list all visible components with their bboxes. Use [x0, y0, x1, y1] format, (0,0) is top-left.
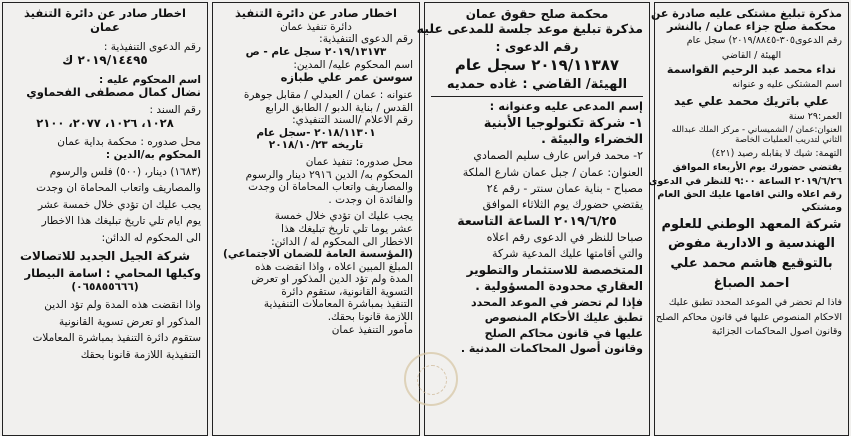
complainant-name-1: شركة المعهد الوطني للعلوم	[661, 216, 842, 232]
defendant-1: ١- شركة تكنولوجيا الأبنية	[483, 115, 643, 131]
closing-3: ستقوم دائرة التنفيذ بمباشرة المعاملات	[32, 332, 201, 345]
payment-deadline-2: يوم ايام تلي تاريخ تبليغك هذا الاخطار	[41, 215, 201, 228]
defendant-label: اسم المشتكى عليه و عنوانه	[732, 79, 842, 91]
creditor-name: (المؤسسة العامة للضمان الاجتماعي)	[223, 248, 413, 261]
judge-name: نداء محمد عبد الرحيم القواسمة	[666, 63, 837, 77]
defendant-address-2: مصباح - بناية عمان سنتر - رقم ٢٤	[486, 181, 643, 195]
closing-5: اللازمة قانونا بحقك.	[327, 311, 413, 324]
hearing-plaintiff-cont: ومشتكي	[801, 202, 842, 214]
defendant-1-cont: الخضراء والبيئة .	[541, 131, 643, 147]
court-name: محكمة صلح جزاء عمان / بالنشر	[667, 20, 836, 34]
notice-subtitle: دائرة تنفيذ عمان	[280, 20, 352, 33]
case-number: رقم الدعوى٣٠٥-٢٠١٩/٨٨٤٥) سجل عام	[686, 35, 842, 47]
defendant-label: اسم المحكوم عليه/ المدين:	[293, 58, 413, 71]
payment-deadline-2: عشر يوما تلي تاريخ تبليغك هذا	[281, 222, 413, 235]
issuer: محل صدوره : محكمة بداية عمان	[57, 136, 201, 149]
defendant-address-1: العنوان: عمان / جبل عمان شارع الملكة	[462, 165, 643, 179]
lawyer-phone: (٠٦٥٨٥٥٦٦٦)	[71, 280, 139, 293]
defendant-label: إسم المدعى عليه وعنوانه :	[489, 98, 643, 113]
debt-label: المحكوم به/الدين :	[105, 148, 201, 161]
closing-4: وقانون أصول المحاكمات المدنية .	[460, 341, 643, 355]
debt-interest: والفائدة ان وجدت .	[328, 193, 413, 206]
notice-execution-amman-1	[2, 2, 208, 436]
case-number-label: رقم الدعوى التنفيذية :	[103, 40, 201, 53]
defendant-address-1: العنوان:عمان / الشميساني - مركز الملك عبدالله	[671, 124, 842, 135]
payment-deadline-1: يجب عليك ان تؤدي خلال خمسة عشر	[37, 198, 201, 211]
issuer: محل صدوره: تنفيذ عمان	[305, 155, 413, 168]
creditor-label: الى المحكوم له الدائن:	[101, 231, 201, 244]
bond-label: رقم الاعلام /السند التنفيذي:	[292, 114, 413, 127]
debt-amount: المحكوم به/ الدين ٢٩١٦ دينار والرسوم	[245, 168, 413, 181]
defendant-2: ٢- محمد فراس عارف سليم الصمادي	[473, 149, 643, 163]
hearing-day: يقتضي حضورك يوم الأربعاء الموافق	[672, 162, 842, 174]
defendant-age: العمر:٢٩ سنة	[788, 111, 842, 123]
notice-title: اخطار صادر عن دائرة التنفيذ	[24, 6, 186, 20]
defendant-label: اسم المحكوم عليه :	[99, 73, 201, 86]
divider	[431, 96, 643, 97]
closing-4: التنفيذية اللازمة قانونا بحقك	[80, 349, 201, 362]
payment-deadline-1: يجب عليك ان تؤدي خلال خمسة	[274, 210, 413, 223]
closing-1: فإذا لم تحضر في الموعد المحدد	[471, 296, 643, 310]
defendant-address-1: عنوانه : عمان / العبدلي / مقابل جوهرة	[243, 88, 413, 101]
closing-2: المذكور او تعرض تسوية القانونية	[59, 315, 201, 328]
defendant-address-2: القدس / بناية الدبو / الطابق الرابع	[265, 101, 413, 114]
notice-criminal-court-summons	[648, 2, 849, 436]
closing-2: المدة ولم تؤد الدين المذكور او تعرض	[251, 273, 413, 286]
debt-fees: والمصاريف واتعاب المحاماة ان وجدت	[248, 181, 413, 194]
defendant-name: سوسن عمر علي طبازه	[280, 70, 413, 85]
hearing-date: ٢٠١٩/٦/٢٥ الساعة التاسعة	[457, 213, 617, 229]
creditor-name: شركة الجيل الجديد للاتصالات	[19, 248, 190, 263]
complainant-name-4: احمد الصباغ	[713, 275, 790, 291]
case-number-label: رقم الدعوى التنفيذية:	[319, 33, 413, 46]
bond-numbers: ١٠٢٨، ١٠٢٦، ٢٠٧٧، ٢١٠٠	[36, 115, 174, 130]
closing-2: الاحكام المنصوص عليها في قانون محاكم الصلح	[656, 311, 842, 323]
defendant-name: علي باتريك محمد علي عيد	[674, 93, 829, 108]
signature: مأمور التنفيذ عمان	[331, 323, 413, 336]
closing-1: فاذا لم تحضر في الموعد المحدد تطبق عليك	[668, 297, 842, 309]
case-number: ٢٠١٩/١٤٤٩٥ ك	[62, 53, 148, 68]
hearing-purpose: صباحا للنظر في الدعوى رقم اعلاه	[486, 231, 643, 245]
notice-title: اخطار صادر عن دائرة التنفيذ	[235, 6, 397, 20]
notice-title: مذكرة تبليغ مشتكى عليه صادرة عن	[651, 7, 842, 20]
closing-1: واذا انقضت هذه المدة ولم تؤد الدين	[44, 299, 201, 312]
debt-fees: والمصاريف واتعاب المحاماة ان وجدت	[36, 182, 201, 195]
plaintiff-intro: والتي أقامتها عليك المدعية شركة	[491, 247, 643, 261]
notice-civil-court-hearing	[416, 2, 650, 436]
hearing-date: ٢٠١٩/٦/٢٦ الساعة ٩:٠٠ للنظر في الدعوى	[648, 175, 842, 187]
closing-3: التسوية القانونية، ستقوم دائرة	[281, 285, 413, 298]
debt-amount: (١٦٨٣) دينار، (٥٠٠) فلس والرسوم	[49, 165, 201, 178]
creditor-lawyer: وكيلها المحامي : اسامة البيطار	[24, 265, 201, 280]
charge: التهمة: شيك لا يقابله رصيد (٤٢١)	[711, 147, 842, 159]
judge-label: الهيئة / القاضي	[721, 49, 782, 61]
hearing-plaintiff: رقم اعلاه والتي اقامها عليك الحق العام	[657, 189, 842, 201]
closing-3: وقانون اصول المحاكمات الجزائية	[711, 326, 842, 337]
case-number: ٢٠١٩/١١٣٨٧ سجل عام	[454, 56, 620, 75]
closing-4: التنفيذ بمباشرة المعاملات التنفيذية	[263, 298, 413, 311]
bond-date: تاريخه ٢٠١٨/١٠/٢٣	[268, 139, 364, 152]
case-number-label: رقم الدعوى :	[495, 39, 579, 55]
bond-number: ٢٠١٨/١١٣٠١ -سجل عام	[256, 126, 376, 139]
plaintiff-name: المتخصصة للاستثمار والتطوير	[466, 262, 643, 277]
judge: الهيئة/ القاضي : غاده حمديه	[446, 77, 628, 93]
defendant-name: نضال كمال مصطفى الفحماوي	[26, 85, 201, 100]
closing-1: المبلغ المبين اعلاه ، واذا انقضت هذه	[255, 260, 413, 273]
notice-title: مذكرة تبليغ موعد جلسة للمدعى عليه	[416, 21, 643, 37]
creditor-label: الاخطار الى المحكوم له / الدائن:	[271, 235, 413, 248]
plaintiff-name-cont: العقاري محدودة المسؤولية .	[475, 278, 643, 293]
notice-subtitle: عمان	[90, 19, 120, 34]
defendant-address-2: الثاني لتدريب العمليات الخاصة	[735, 134, 842, 145]
bond-label: رقم السند :	[149, 103, 201, 116]
court-seal-stamp	[404, 352, 458, 406]
complainant-name-2: الهندسية و الادارية مفوض	[668, 236, 835, 252]
complainant-name-3: بالتوقيع هاشم محمد علي	[670, 256, 833, 272]
closing-2: تطبق عليك الأحكام المنصوص	[484, 311, 643, 325]
hearing-day: يقتضي حضورك يوم الثلاثاء الموافق	[482, 197, 643, 211]
closing-3: عليها في قانون محاكم الصلح	[484, 326, 643, 340]
notice-execution-amman-2	[212, 2, 420, 436]
court-name: محكمة صلح حقوق عمان	[465, 7, 609, 21]
case-number: ٢٠١٩/١٣١٧٣ سجل عام - ص	[245, 45, 387, 58]
